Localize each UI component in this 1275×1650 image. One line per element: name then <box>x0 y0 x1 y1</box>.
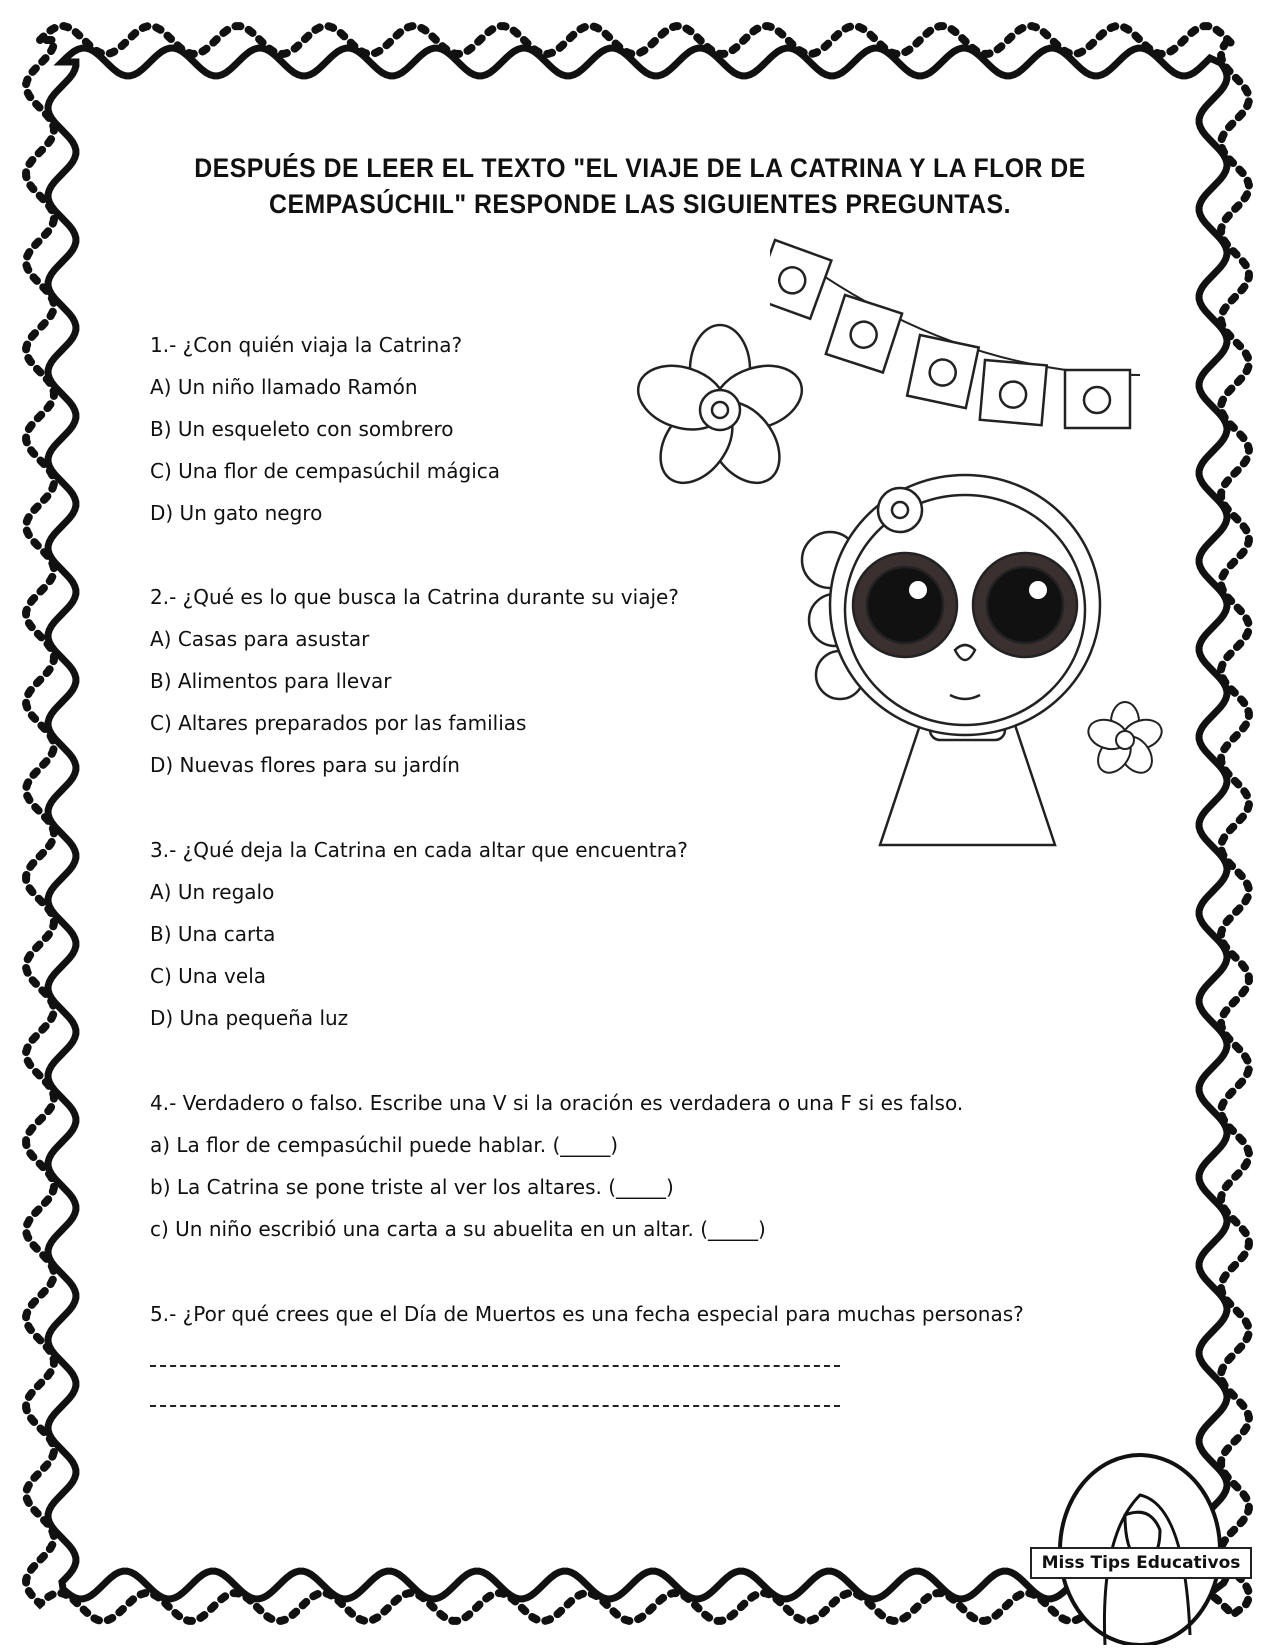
question-2: 2.- ¿Qué es lo que busca la Catrina durante su viaje? <box>150 585 679 609</box>
answer-line[interactable] <box>150 1365 840 1367</box>
answer-option: C) Una vela <box>150 964 267 988</box>
worksheet-title <box>189 150 1091 222</box>
question-1: 1.- ¿Con quién viaja la Catrina? <box>150 333 463 357</box>
answer-option: B) Una carta <box>150 922 276 946</box>
answer-option: C) Una flor de cempasúchil mágica <box>150 459 501 483</box>
answer-option: D) Una pequeña luz <box>150 1006 349 1030</box>
answer-option: B) Un esqueleto con sombrero <box>150 417 454 441</box>
answer-option: a) La flor de cempasúchil puede hablar. (_____) <box>150 1133 619 1157</box>
question-5: 5.- ¿Por qué crees que el Día de Muertos es una fecha especial para muchas personas? <box>150 1302 1024 1326</box>
answer-option: b) La Catrina se pone triste al ver los altares. (_____) <box>150 1175 674 1199</box>
title-line-1: DESPUÉS DE LEER EL TEXTO "EL VIAJE DE LA CATRINA Y LA FLOR DE <box>194 153 1086 183</box>
logo-text: Miss Tips Educativos <box>1030 1547 1252 1579</box>
answer-option: A) Un regalo <box>150 880 275 904</box>
title-line-2: CEMPASÚCHIL" RESPONDE LAS SIGUIENTES PREGUNTAS. <box>269 189 1011 219</box>
answer-option: A) Un niño llamado Ramón <box>150 375 418 399</box>
question-4: 4.- Verdadero o falso. Escribe una V si la oración es verdadera o una F si es falso. <box>150 1091 964 1115</box>
answer-option: B) Alimentos para llevar <box>150 669 392 693</box>
flower-illustration <box>620 320 820 500</box>
question-3: 3.- ¿Qué deja la Catrina en cada altar que encuentra? <box>150 838 688 862</box>
answer-option: C) Altares preparados por las familias <box>150 711 527 735</box>
answer-option: D) Nuevas flores para su jardín <box>150 753 460 777</box>
logo-girl-illustration <box>1030 1445 1250 1645</box>
papel-picado-banner-illustration <box>770 225 1150 455</box>
catrina-illustration <box>800 455 1180 855</box>
answer-option: A) Casas para asustar <box>150 627 370 651</box>
answer-option: c) Un niño escribió una carta a su abuelita en un altar. (_____) <box>150 1217 766 1241</box>
answer-line[interactable] <box>150 1405 840 1407</box>
answer-option: D) Un gato negro <box>150 501 323 525</box>
